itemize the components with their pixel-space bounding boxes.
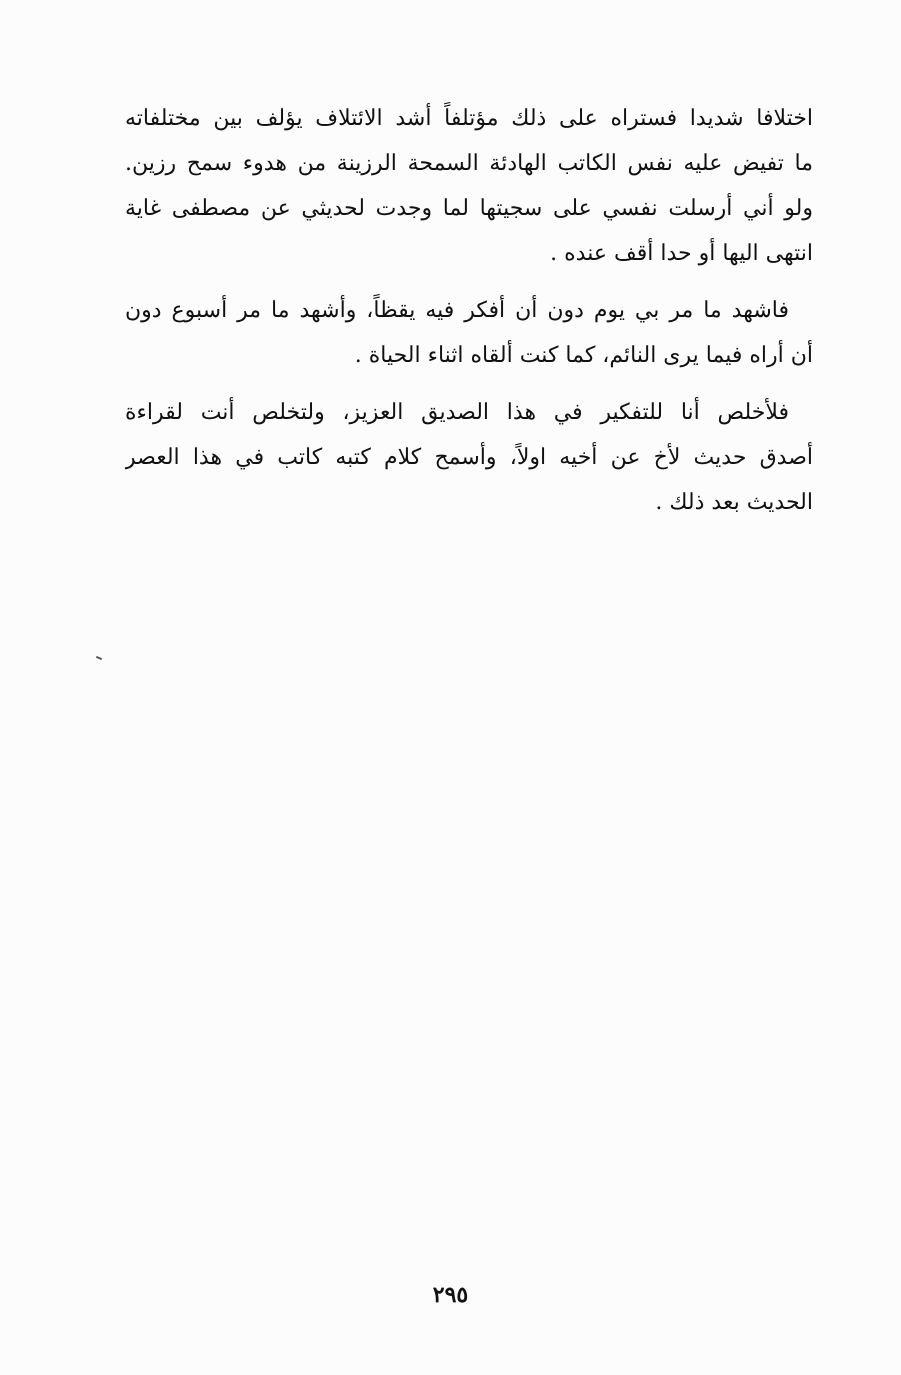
text-line: الحديث بعد ذلك . <box>655 490 813 515</box>
text-line: ولو أني أرسلت نفسي على سجيتها لما وجدت لحديثي عن مصطفى غاية <box>125 196 813 221</box>
body-text <box>125 96 813 525</box>
paragraph-3 <box>125 390 813 525</box>
text-line: فلأخلص أنا للتفكير في هذا الصديق العزيز، ولتخلص أنت لقراءة <box>125 400 790 425</box>
page-number: ٢٩٥ <box>432 1282 469 1308</box>
text-line: ما تفيض عليه نفس الكاتب الهادئة السمحة الرزينة من هدوء سمح رزين. <box>125 151 813 176</box>
text-line: أصدق حديث لأخ عن أخيه اولاً، وأسمح كلام كتبه كاتب في هذا العصر <box>125 445 813 470</box>
scan-speck <box>96 656 102 660</box>
text-line: اختلافا شديدا فستراه على ذلك مؤتلفاً أشد الائتلاف يؤلف بين مختلفاته <box>125 106 813 131</box>
text-line: فاشهد ما مر بي يوم دون أن أفكر فيه يقظاً، وأشهد ما مر أسبوع دون <box>125 298 789 323</box>
paragraph-2 <box>125 288 813 378</box>
text-line: أن أراه فيما يرى النائم، كما كنت ألقاه اثناء الحياة . <box>354 343 813 368</box>
paragraph-1 <box>125 96 813 276</box>
text-line: انتهى اليها أو حدا أقف عنده . <box>550 241 813 266</box>
